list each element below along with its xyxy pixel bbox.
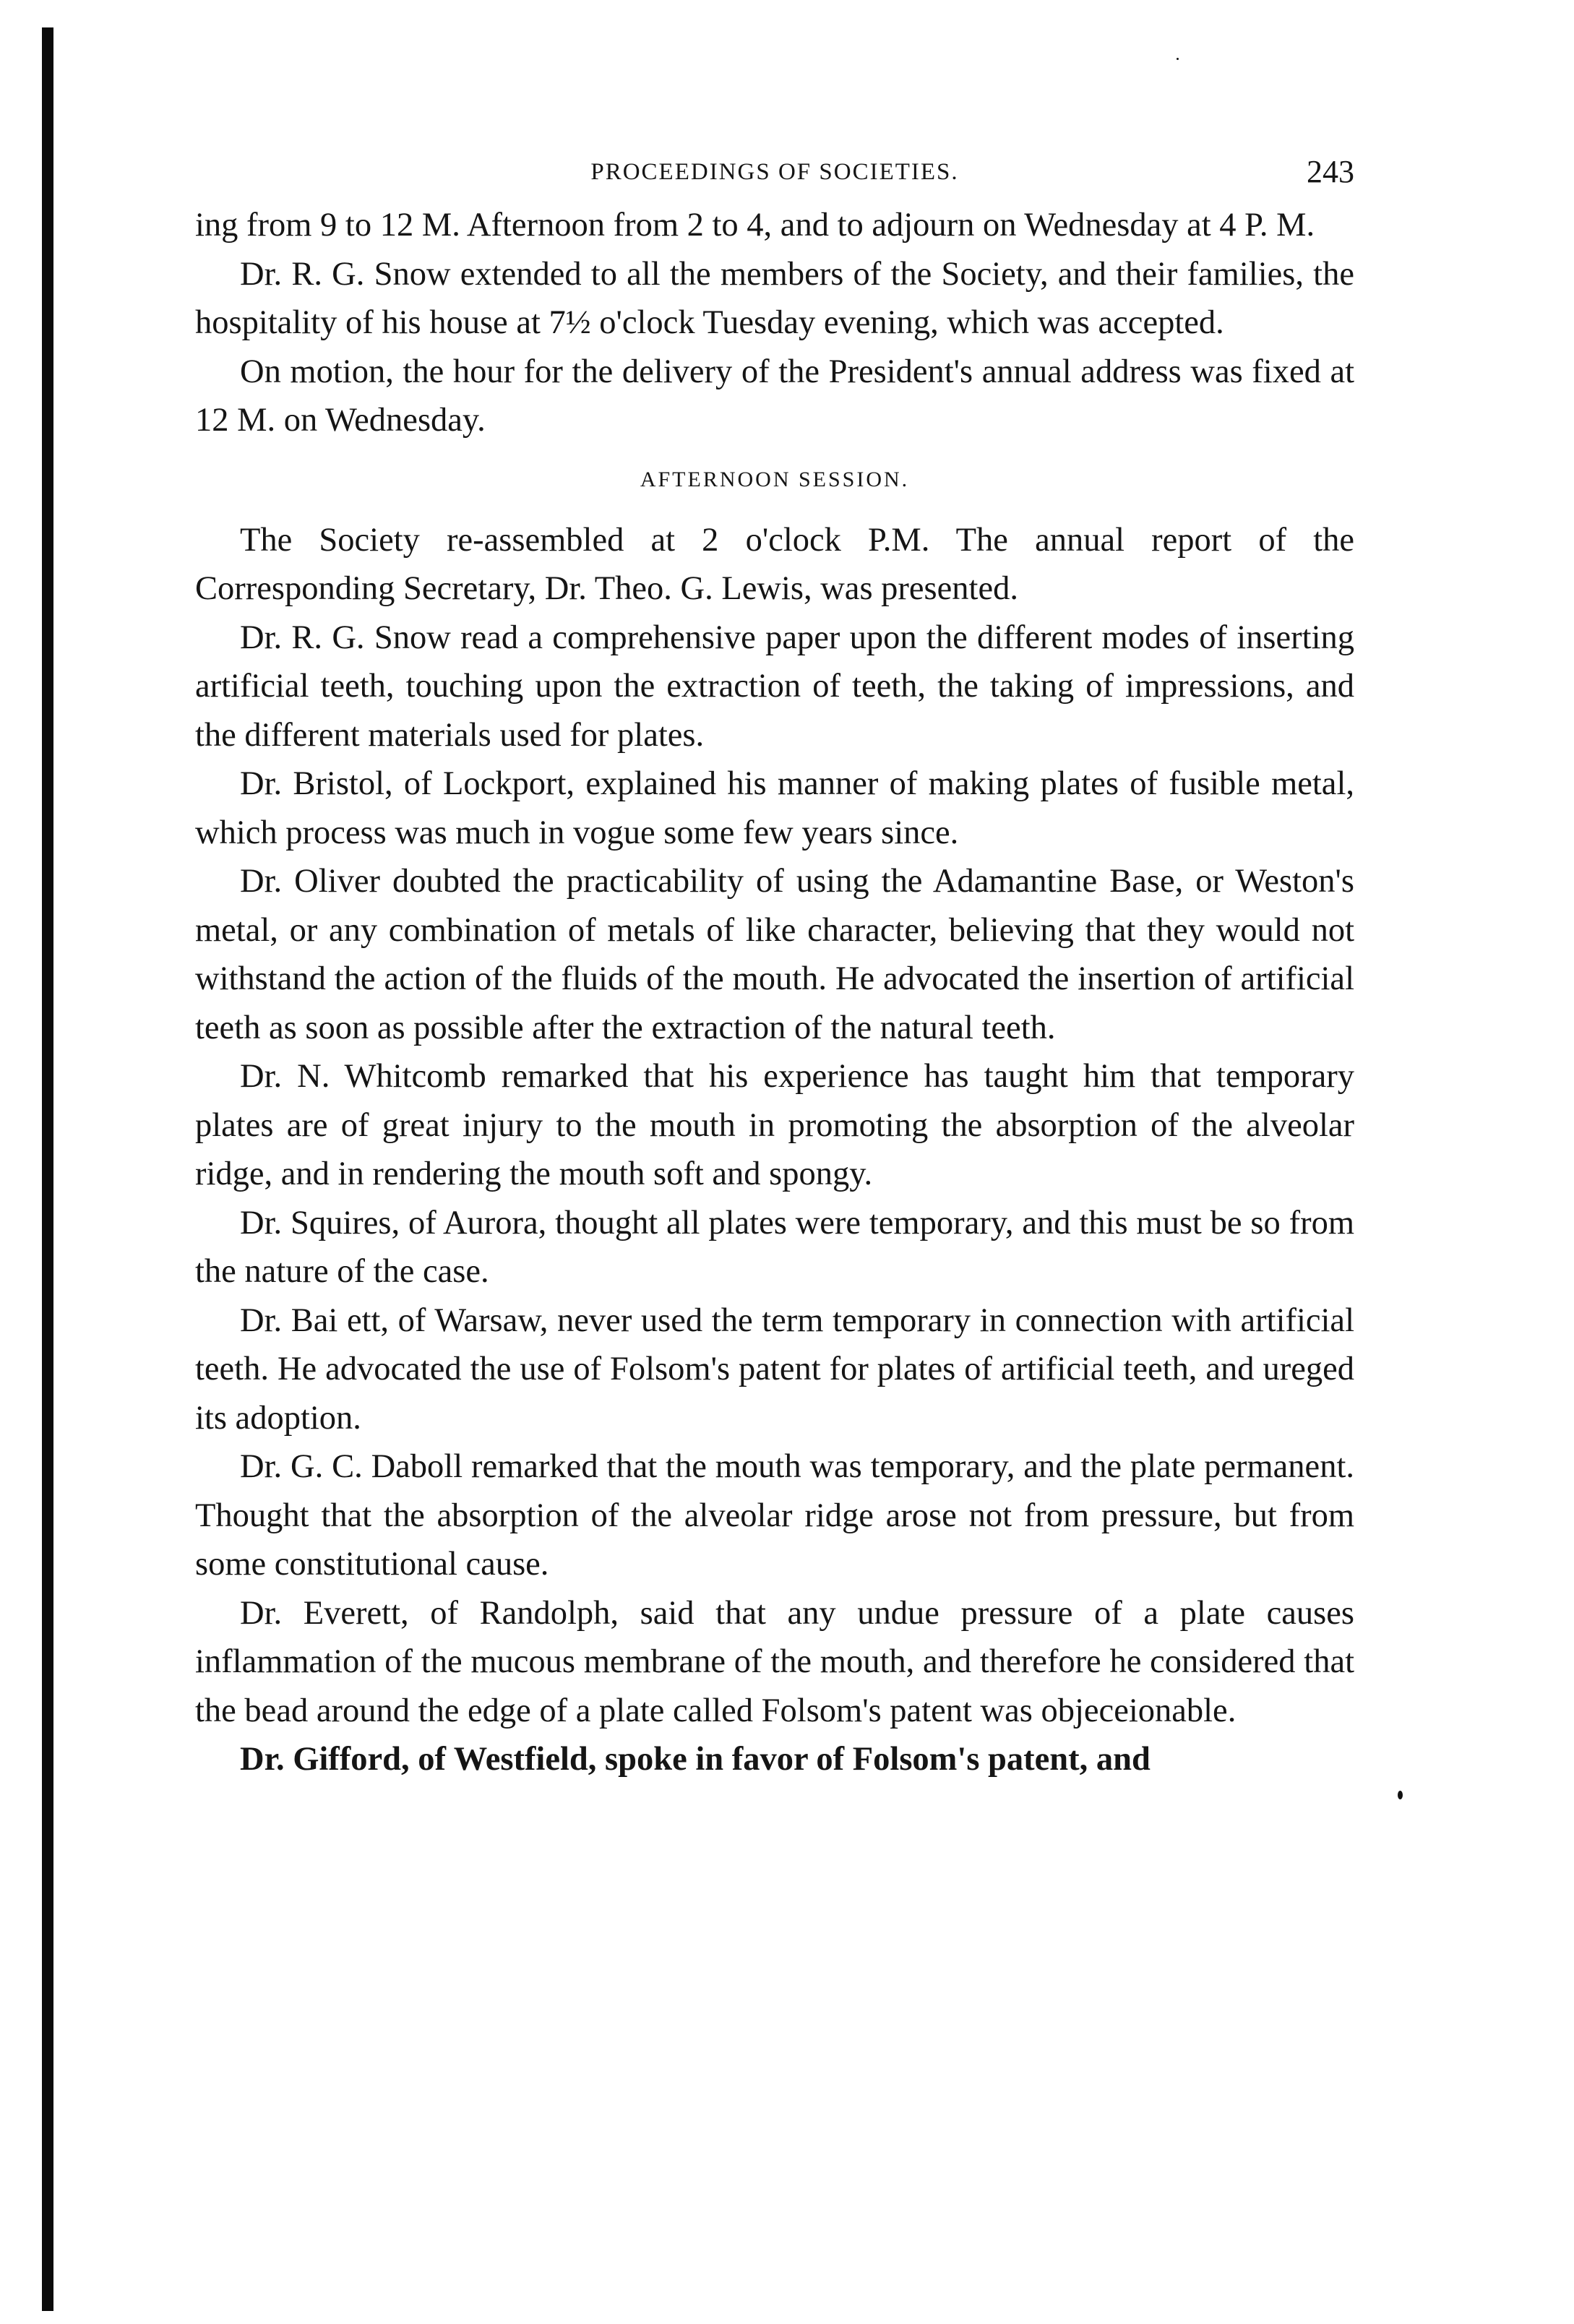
paragraph: Dr. R. G. Snow extended to all the members of the Society, and their families, the hospitality of his house at 7½ o'clock Tuesday evening, which was accepted. bbox=[195, 255, 1354, 341]
page-number: 243 bbox=[1307, 154, 1354, 189]
paragraph: Dr. R. G. Snow read a comprehensive paper upon the different modes of inserting artificial teeth, touching upon the extraction of teeth, the taking of impressions, and the different materials used for plates. bbox=[195, 619, 1354, 754]
paragraph: ing from 9 to 12 M. Afternoon from 2 to 4, and to adjourn on Wednesday at 4 P. M. bbox=[195, 207, 1315, 244]
ink-speck bbox=[1398, 1791, 1403, 1799]
paragraph: Dr. Oliver doubted the practicability of using the Adamantine Base, or Weston's metal, or any combination of metals of like character, believing that they would not withstand the action of the fluids of the mouth. He advocated the insertion of artificial teeth as soon as possible after the extraction of the natural teeth. bbox=[195, 863, 1354, 1046]
section-heading: AFTERNOON SESSION. bbox=[640, 467, 910, 491]
paragraph: Dr. G. C. Daboll remarked that the mouth was temporary, and the plate permanent. Thought that the absorption of the alveolar ridge arose not from pressure, but from some constitutional cause. bbox=[195, 1448, 1354, 1583]
page-binding-edge bbox=[42, 27, 53, 2311]
paragraph: Dr. Everett, of Randolph, said that any undue pressure of a plate causes inflammation of the mucous membrane of the mouth, and therefore he considered that the bead around the edge of a plate called Folsom's patent was objeceionable. bbox=[195, 1594, 1354, 1729]
running-header bbox=[195, 145, 1354, 195]
paragraph: Dr. N. Whitcomb remarked that his experience has taught him that temporary plates are of great injury to the mouth in promoting the absorption of the alveolar ridge, and in rendering the mouth soft and spongy. bbox=[195, 1058, 1354, 1192]
running-title: PROCEEDINGS OF SOCIETIES. bbox=[590, 159, 959, 185]
ink-speck bbox=[1177, 58, 1179, 60]
paragraph: Dr. Squires, of Aurora, thought all plates were temporary, and this must be so from the nature of the case. bbox=[195, 1204, 1354, 1290]
paragraph: The Society re-assembled at 2 o'clock P.M. The annual report of the Corresponding Secretary, Dr. Theo. G. Lewis, was presented. bbox=[195, 521, 1354, 607]
paragraph: Dr. Bristol, of Lockport, explained his manner of making plates of fusible metal, which process was much in vogue some few years since. bbox=[195, 765, 1354, 851]
paragraph: On motion, the hour for the delivery of the President's annual address was fixed at 12 M. on Wednesday. bbox=[195, 353, 1354, 439]
paragraph: Dr. Gifford, of Westfield, spoke in favor of Folsom's patent, and bbox=[240, 1741, 1151, 1778]
paragraph: Dr. Bai ett, of Warsaw, never used the term temporary in connection with artificial teeth. He advocated the use of Folsom's patent for plates of artificial teeth, and ureged its adoption. bbox=[195, 1301, 1354, 1437]
book-page bbox=[195, 145, 1354, 1784]
